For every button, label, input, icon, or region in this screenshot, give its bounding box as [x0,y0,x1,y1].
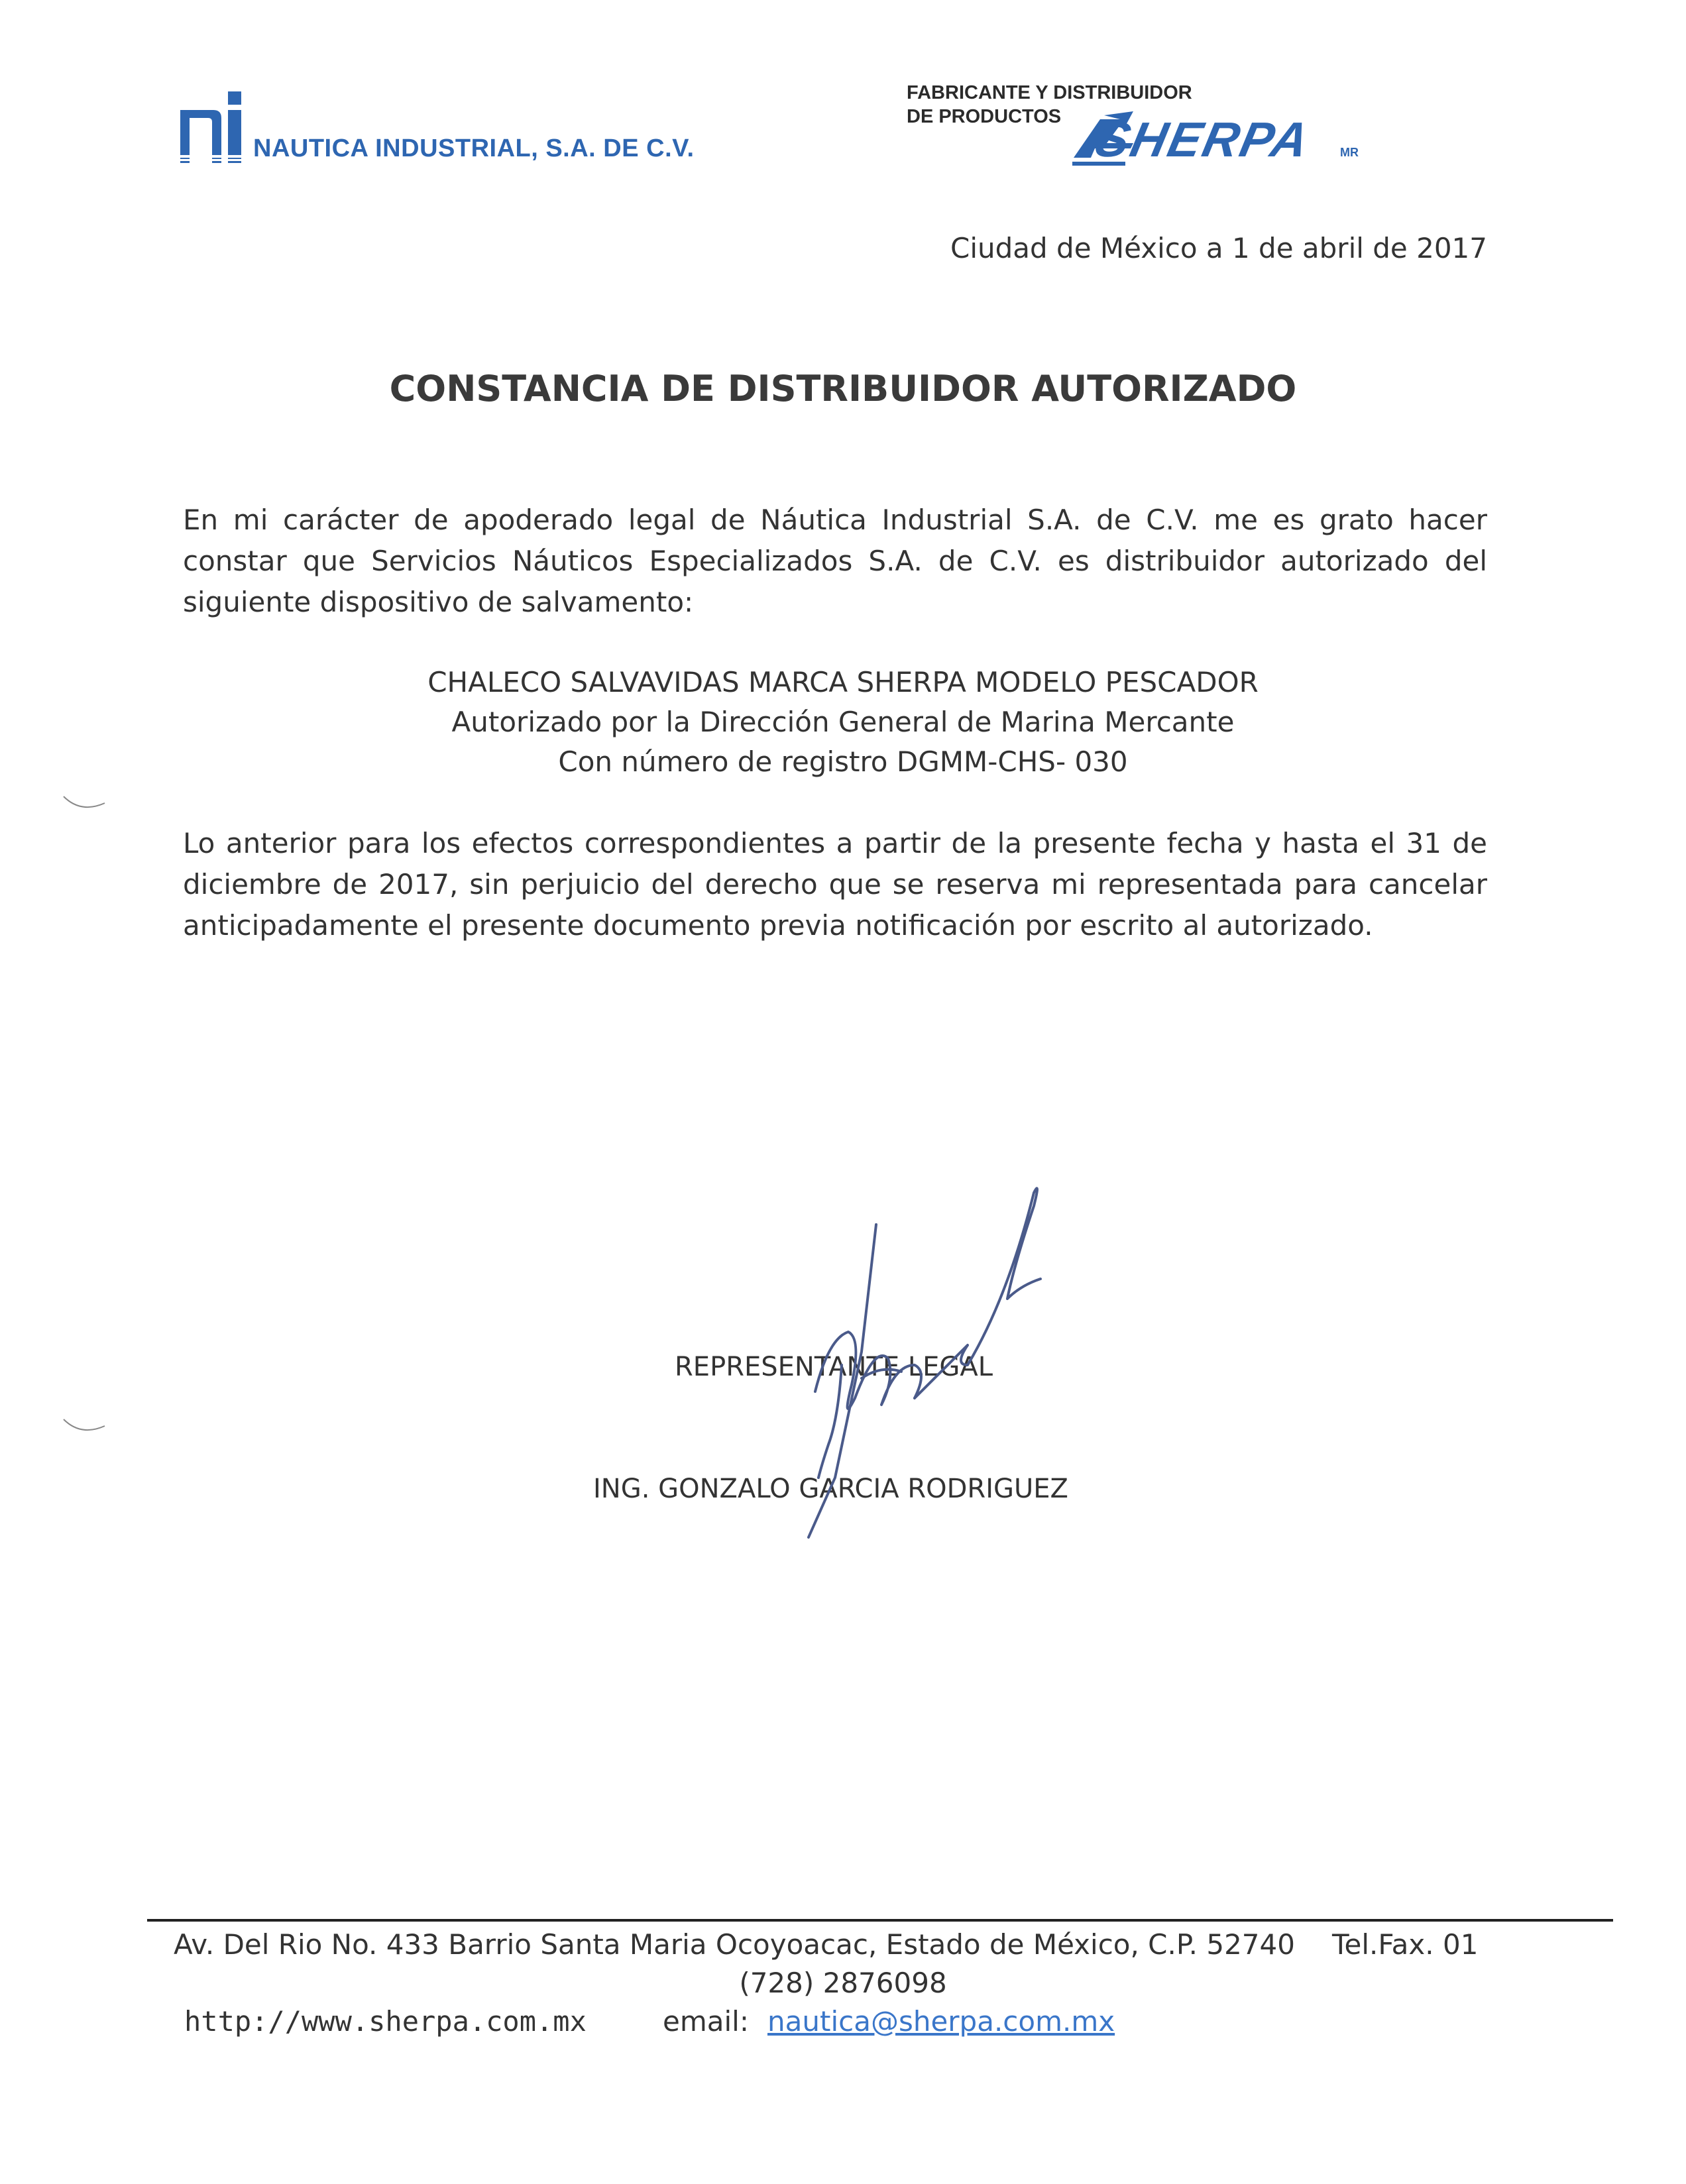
sherpa-trademark: MR [1340,146,1359,159]
footer-divider [147,1919,1613,1922]
device-name: CHALECO SALVAVIDAS MARCA SHERPA MODELO PESCADOR [427,666,1259,698]
footer-website-link[interactable]: http://www.sherpa.com.mx [184,2005,587,2038]
sherpa-brand: SHERPA [1091,112,1316,167]
fabricante-line-2: DE PRODUCTOS [907,106,1062,127]
device-authority: Autorizado por la Dirección General de Marina Mercante [451,706,1235,738]
handwritten-signature-icon [729,1166,1100,1564]
punch-mark-icon [61,790,107,816]
punch-mark-icon [61,1413,107,1439]
footer-email-link[interactable]: nautica@sherpa.com.mx [767,2005,1115,2038]
nautica-logo-icon [180,91,253,164]
paragraph-validity: Lo anterior para los efectos correspondientes a partir de la presente fecha y hasta el 31 de diciembre de 2017, sin perjuicio del derecho que se reserva mi representada para cancelar anticipadamente el presente documento previa notificación por escrito al autorizado. [183,827,1487,942]
paragraph-authorization: En mi carácter de apoderado legal de Náutica Industrial S.A. de C.V. me es grato hacer constar que Servicios Náuticos Especializados S.A. de C.V. es distribuidor autorizado del siguiente dispositivo de salvamento: [183,504,1487,618]
company-name: NAUTICA INDUSTRIAL, S.A. DE C.V. [253,135,695,162]
fabricante-line-1: FABRICANTE Y DISTRIBUIDOR [907,82,1192,103]
document-title: CONSTANCIA DE DISTRIBUIDOR AUTORIZADO [389,368,1297,410]
representative-name: ING. GONZALO GARCIA RODRIGUEZ [593,1474,1068,1504]
document-date: Ciudad de México a 1 de abril de 2017 [950,232,1487,264]
device-registration: Con número de registro DGMM-CHS- 030 [558,745,1128,778]
footer-email-label: email: [663,2005,749,2038]
footer-address: Av. Del Rio No. 433 Barrio Santa Maria Ocoyoacac, Estado de México, C.P. 52740 [174,1928,1295,1961]
footer-phone: (728) 2876098 [739,1967,947,1999]
footer-telfax: Tel.Fax. 01 [1332,1928,1479,1961]
representative-title: REPRESENTANTE LEGAL [675,1352,993,1382]
